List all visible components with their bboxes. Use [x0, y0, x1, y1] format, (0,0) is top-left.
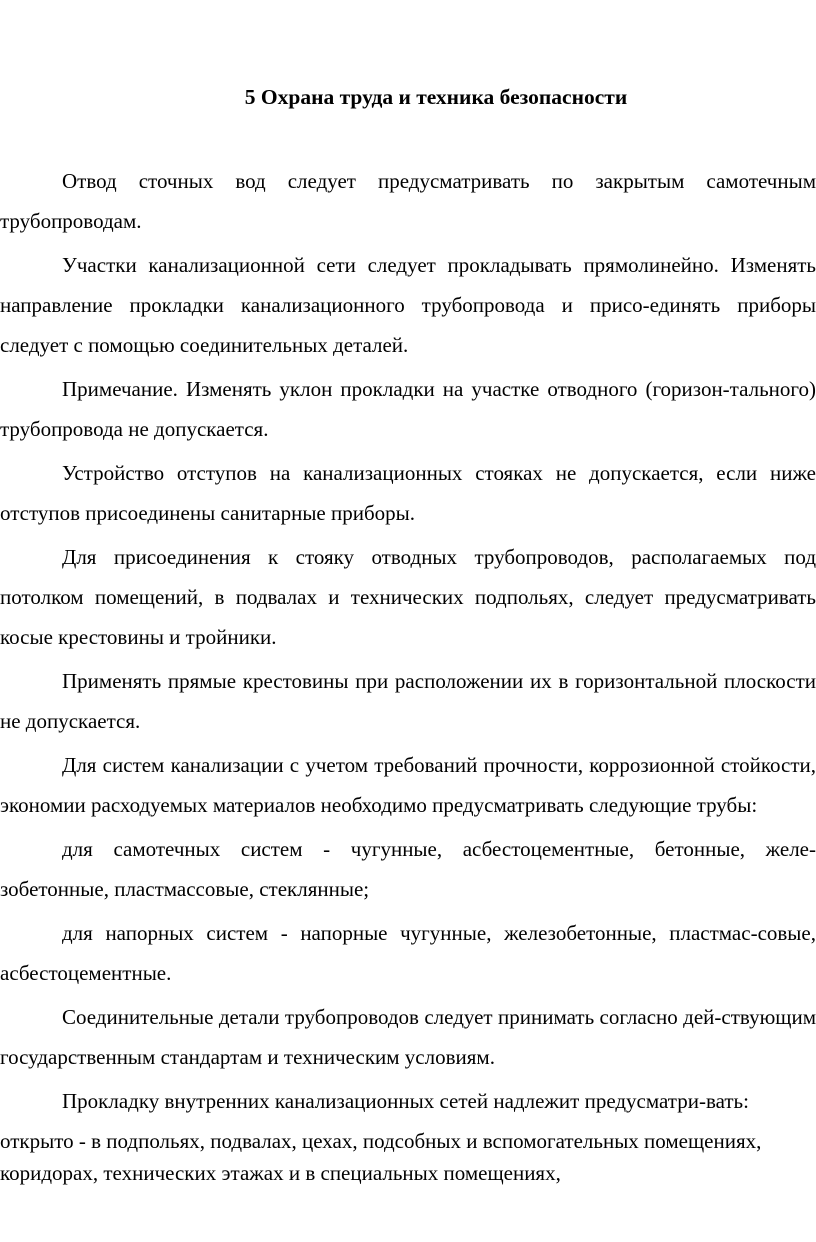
paragraph-crosses-tees: Для присоединения к стояку отводных трубопроводов, располагаемых под потолком помещений, в подвалах и технических подпольях, следует предусматривать косые крестовины и тройники.	[0, 545, 816, 649]
paragraph-pipe-requirements: Для систем канализации с учетом требований прочности, коррозионной стойкости, экономии расходуемых материалов необходимо предусматривать следующие трубы:	[0, 753, 816, 817]
paragraph-fittings: Соединительные детали трубопроводов следует принимать согласно дей-ствующим государственным стандартам и техническим условиям.	[0, 1005, 816, 1069]
paragraph-note-slope: Примечание. Изменять уклон прокладки на участке отводного (горизон-тального) трубопровода не допускается.	[0, 377, 816, 441]
paragraph-open-laying: открыто - в подпольях, подвалах, цехах, подсобных и вспомогательных помещениях, коридорах, технических этажах и в специальных помещениях,	[0, 1129, 762, 1185]
paragraph-drainage: Отвод сточных вод следует предусматривать по закрытым самотечным трубопроводам.	[0, 169, 816, 233]
paragraph-gravity-systems: для самотечных систем - чугунные, асбестоцементные, бетонные, желе-зобетонные, пластмассовые, стеклянные;	[0, 837, 816, 901]
paragraph-network-sections: Участки канализационной сети следует прокладывать прямолинейно. Изменять направление прокладки канализационного трубопровода и присо-единять приборы следует с помощью соединительных деталей.	[0, 253, 816, 357]
paragraph-pressure-systems: для напорных систем - напорные чугунные, железобетонные, пластмас-совые, асбестоцементные.	[0, 921, 816, 985]
paragraph-offsets: Устройство отступов на канализационных стояках не допускается, если ниже отступов присоединены санитарные приборы.	[0, 461, 816, 525]
section-title: 5 Охрана труда и техника безопасности	[244, 85, 628, 109]
paragraph-internal-networks: Прокладку внутренних канализационных сетей надлежит предусматри-вать:	[62, 1089, 749, 1113]
paragraph-straight-crosses: Применять прямые крестовины при расположении их в горизонтальной плоскости не допускается.	[0, 669, 816, 733]
document-body	[0, 161, 816, 1189]
